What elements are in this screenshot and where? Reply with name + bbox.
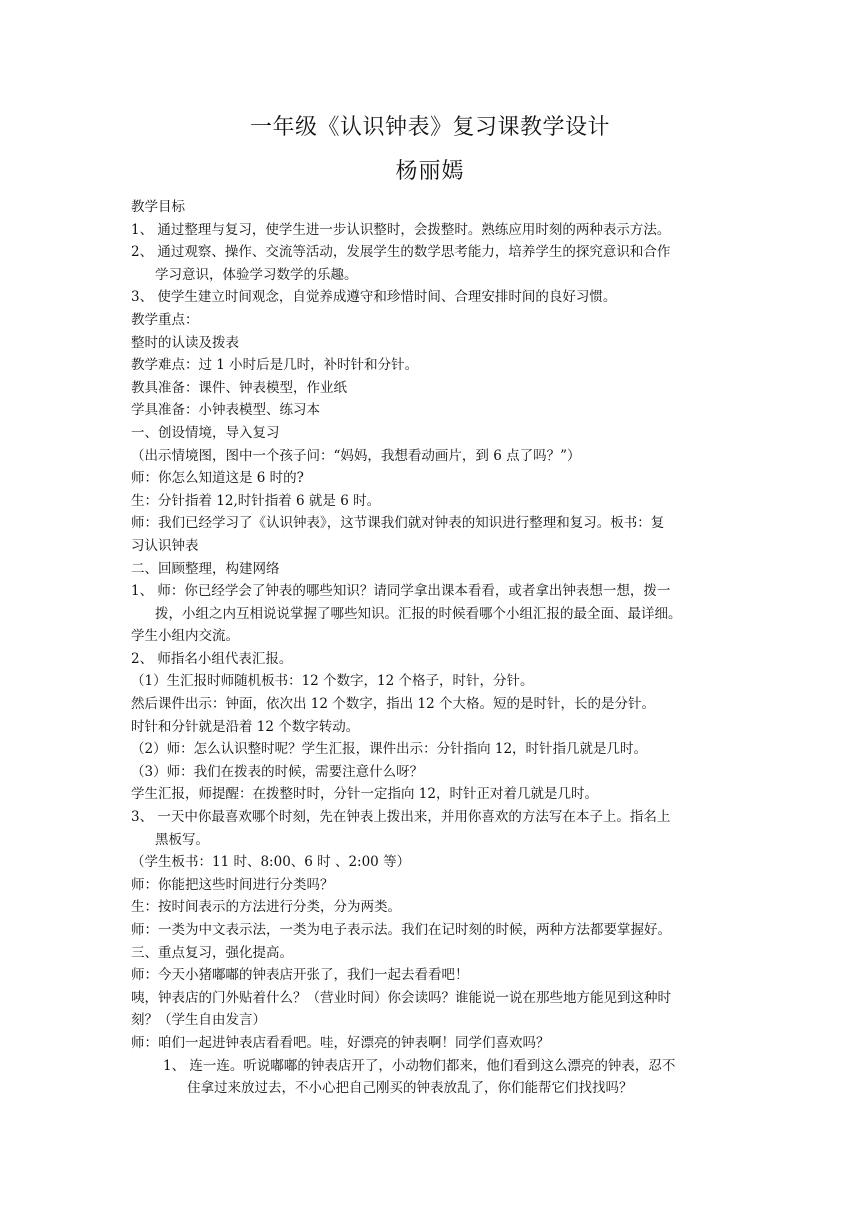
text-line: 1、 师：你已经学会了钟表的哪些知识？请同学拿出课本看看，或者拿出钟表想一想，拨一 (131, 583, 671, 600)
text-line: 师：我们已经学习了《认识钟表》，这节课我们就对钟表的知识进行整理和复习。板书：复 (131, 515, 665, 532)
text-line: 学习意识，体验学习数学的乐趣。 (155, 266, 358, 283)
text-line: 学生汇报，师提醒：在拨整时时，分针一定指向 12，时针正对着几就是几时。 (131, 786, 598, 803)
text-line: 刻？（学生自由发言） (131, 1012, 266, 1029)
text-line: 师：今天小猪嘟嘟的钟表店开张了，我们一起去看看吧！ (131, 967, 469, 984)
text-line: 师：你怎么知道这是 6 时的? (131, 470, 304, 487)
text-line: 师：你能把这些时间进行分类吗？ (131, 876, 334, 893)
text-line: 习认识钟表 (131, 537, 199, 554)
section-heading: 一、创设情境，导入复习 (131, 424, 280, 441)
section-heading: 教学目标 (131, 199, 185, 215)
text-line: 生：按时间表示的方法进行分类，分为两类。 (131, 899, 401, 916)
text-line: 2、 师指名小组代表汇报。 (131, 650, 293, 667)
text-line: 学生小组内交流。 (131, 628, 239, 645)
text-line: 然后课件出示：钟面，依次出 12 个数字，指出 12 个大格。短的是时针，长的是分针。 (131, 696, 656, 713)
text-line: 教学难点：过 1 小时后是几时，补时针和分针。 (131, 357, 419, 374)
text-line: 师：一类为中文表示法，一类为电子表示法。我们在记时刻的时候，两种方法都要掌握好。 (131, 922, 671, 938)
text-line: 整时的认读及拨表 (131, 334, 239, 351)
text-line: （1）生汇报时师随机板书：12 个数字，12 个格子，时针，分针。 (131, 673, 534, 690)
text-line: 学具准备：小钟表模型、练习本 (131, 402, 320, 419)
section-heading: 教学重点： (131, 311, 199, 328)
document-title: 一年级《认识钟表》复习课教学设计 (249, 115, 610, 140)
text-line: 2、 通过观察、操作、交流等活动，发展学生的数学思考能力，培养学生的探究意识和合作 (131, 244, 671, 261)
text-line: 时针和分针就是沿着 12 个数字转动。 (131, 718, 360, 735)
text-line: 1、 连一连。听说嘟嘟的钟表店开了，小动物们都来，他们看到这么漂亮的钟表，忍不 (163, 1057, 676, 1074)
text-line: 教具准备：课件、钟表模型，作业纸 (131, 379, 347, 396)
text-line: 3、 使学生建立时间观念，自觉养成遵守和珍惜时间、合理安排时间的良好习惯。 (131, 289, 617, 306)
text-line: （学生板书：11 时、8:00、6 时 、2:00 等） (131, 854, 411, 871)
section-heading: 二、回顾整理，构建网络 (131, 560, 280, 577)
text-line: 3、 一天中你最喜欢哪个时刻，先在钟表上拨出来，并用你喜欢的方法写在本子上。指名上 (131, 809, 671, 826)
text-line: 咦，钟表店的门外贴着什么？（营业时间）你会读吗？谁能说一说在那些地方能见到这种时 (131, 989, 671, 1006)
text-line: 住拿过来放过去，不小心把自己刚买的钟表放乱了，你们能帮它们找找吗？ (187, 1080, 633, 1097)
section-heading: 三、重点复习，强化提高。 (131, 944, 293, 961)
text-line: 师：咱们一起进钟表店看看吧。哇，好漂亮的钟表啊！同学们喜欢吗？ (131, 1034, 550, 1051)
text-line: 生：分针指着 12,时针指着 6 就是 6 时。 (131, 492, 381, 509)
text-line: 黑板写。 (155, 831, 209, 848)
text-line: （3）师：我们在拨表的时候，需要注意什么呀？ (131, 763, 424, 780)
document-author: 杨丽嫣 (395, 159, 465, 184)
document-body (131, 196, 731, 1100)
text-line: 拨，小组之内互相说说掌握了哪些知识。汇报的时候看哪个小组汇报的最全面、最详细。 (155, 605, 682, 622)
text-line: 1、 通过整理与复习，使学生进一步认识整时，会拨整时。熟练应用时刻的两种表示方法。 (131, 221, 671, 238)
text-line: （出示情境图，图中一个孩子问：“妈妈，我想看动画片，到 6 点了吗？”） (131, 447, 581, 464)
text-line: （2）师：怎么认识整时呢？学生汇报，课件出示：分针指向 12，时针指几就是几时。 (131, 741, 648, 758)
